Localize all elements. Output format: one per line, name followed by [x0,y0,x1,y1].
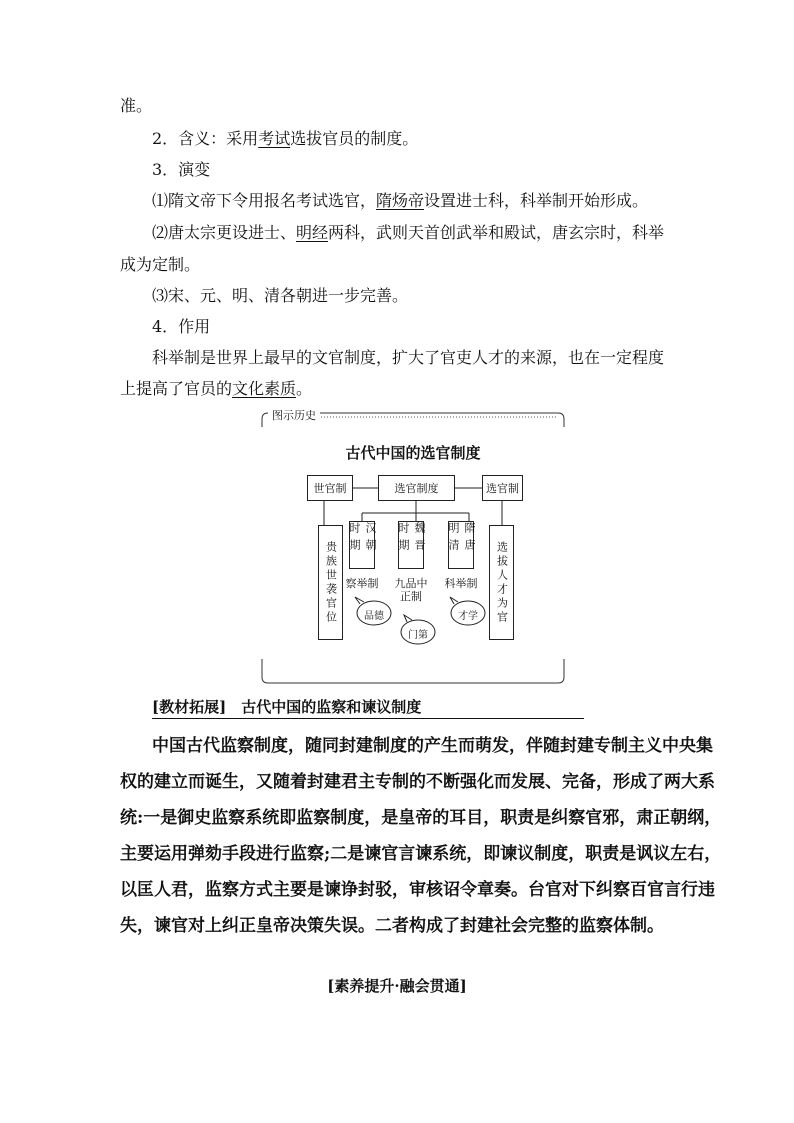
evo1-underlined: 隋炀帝 [376,191,425,210]
text-line-evolution-1 [152,191,648,211]
meaning-underlined: 考试 [258,129,291,148]
evo1-suffix: 设置进士科，科举制开始形成。 [424,191,649,210]
para-line-5: 以匡人君，监察方式主要是谏诤封驳，审核诏令章奏。台官对下纠察百官言行违 [120,880,715,900]
label-nine-rank-system: 九品中正制 [394,577,428,603]
box-han-period: 汉朝时期 [349,521,375,569]
para-line-6: 失，谏官对上纠正皇帝决策失误。二者构成了封建社会完整的监察体制。 [120,916,664,936]
effect2-prefix: 上提高了官员的 [120,379,233,398]
text-line-effect-heading: 4．作用 [152,317,211,336]
meaning-suffix: 选拔官员的制度。 [290,129,419,148]
para-line-4: 主要运用弹劾手段进行监察;二是谏官言谏系统，即谏议制度，职责是讽议左右， [120,844,722,864]
text-line-evolution-3: ⑶宋、元、明、清各朝进一步完善。 [152,286,409,305]
text-line-evolution-2-cont: 成为定制。 [120,255,201,274]
text-line-1: 准。 [120,96,153,115]
evo2-suffix: 两科，武则天首创武举和殿试，唐玄宗时，科举 [328,223,665,242]
box-weijin-period: 魏晋时期 [398,521,424,569]
box-suitang-period: 隋唐明清 [448,521,474,569]
label-recommendation-system: 察举制 [345,577,379,590]
text-line-effect-2 [120,379,312,399]
box-hereditary-system: 世官制 [307,475,353,501]
diagram-title: 古代中国的选官制度 [345,444,481,462]
text-line-meaning [152,129,418,149]
box-selection-system: 选官制度 [378,475,455,501]
text-line-evolution-heading: 3．演变 [152,160,211,179]
bubble-talent: 才学 [458,611,478,622]
meaning-prefix: 2．含义：采用 [152,129,259,148]
evo2-underlined: 明经 [296,223,329,242]
bubble-family: 门第 [408,630,428,641]
box-select-talent: 选拔人才为官 [489,525,514,640]
evo1-prefix: ⑴隋文帝下令用报名考试选官， [152,191,377,210]
effect2-underlined: 文化素质 [232,379,297,398]
section-heading-extension: [教材拓展] 古代中国的监察和谏议制度 [152,697,584,719]
effect2-suffix: 。 [296,379,313,398]
text-line-effect-1: 科举制是世界上最早的文官制度，扩大了官吏人才的来源，也在一定程度 [152,348,665,367]
label-imperial-exam: 科举制 [444,577,478,590]
para-line-2: 权的建立而诞生，又随着封建君主专制的不断强化而发展、完备，形成了两大系 [120,772,715,792]
box-appointment-system: 选官制 [482,475,523,501]
footer-section-label: [素养提升·融会贯通] [327,977,467,995]
text-line-evolution-2 [152,223,664,243]
figure-strip-label: 图示历史 [268,410,320,422]
para-line-1: 中国古代监察制度，随同封建制度的产生而萌发，伴随封建专制主义中央集 [152,736,713,756]
evo2-prefix: ⑵唐太宗更设进士、 [152,223,297,242]
para-line-3: 统:一是御史监察系统即监察制度，是皇帝的耳目，职责是纠察官邪，肃正朝纲， [120,808,722,828]
box-noble-hereditary: 贵族世袭官位 [318,525,343,640]
bubble-virtue: 品德 [364,611,384,622]
